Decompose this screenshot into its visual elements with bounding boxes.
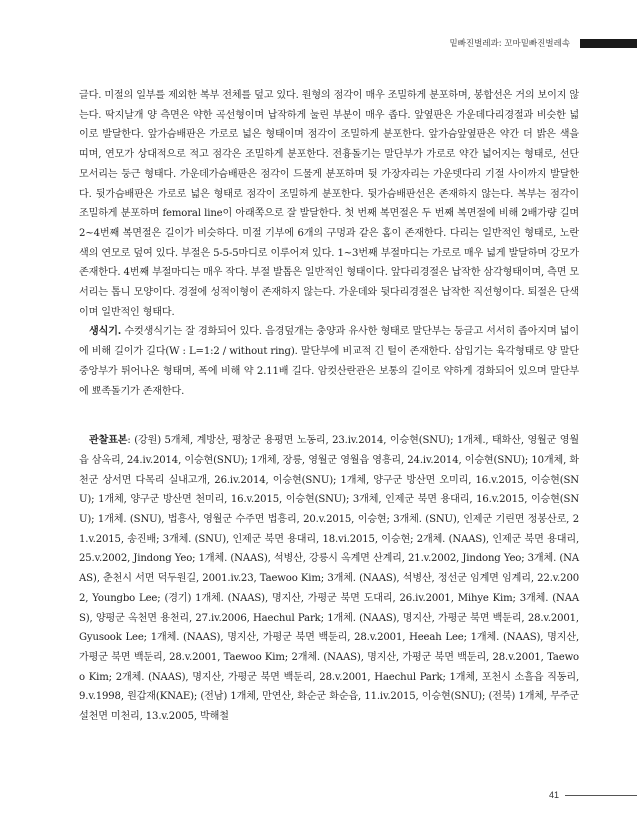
specimens-heading: 관찰표본 — [89, 435, 128, 447]
footer-rule — [565, 795, 637, 796]
genitalia-heading: 생식기. — [89, 326, 122, 338]
body-text — [79, 86, 579, 727]
paragraph-gap — [79, 401, 579, 431]
page-footer — [549, 789, 637, 801]
specimens-paragraph — [79, 431, 579, 727]
description-paragraph: 글다. 미절의 일부를 제외한 복부 전체를 덮고 있다. 원형의 점각이 매우 조밀하게 분포하며, 봉합선은 거의 보이지 않는다. 딱지날개 양 측면은 약한 곡선형이며 납작하게 눌린 부분이 매우 좁다. 앞옆판은 가운데다리경절과 비슷한 넓이로 발달한다. 앞가슴배판은 가로로 넓은 형태이며 점각이 조밀하게 분포한다. 앞가슴앞옆판은 약간 더 밝은 색을 띠며, 연모가 상대적으로 적고 점각은 조밀하게 분포한다. 전흉돌기는 말단부가 가로로 약간 넓어지는 형태로, 선단 모서리는 둥근 형태다. 가운데가슴배판은 점각이 드물게 분포하며 뒷 가장자리는 가운뎃다리 기절 사이까지 발달한다. 뒷가슴배판은 가로로 넓은 형태로 점각이 조밀하게 분포한다. 뒷가슴배판선은 존재하지 않는다. 복부는 점각이 조밀하게 분포하며 femoral line이 아래쪽으로 잘 발달한다. 첫 번째 복면절은 두 번째 복면절에 비해 2배가량 길며 2~4번째 복면절은 길이가 비슷하다. 미절 기부에 6개의 구멍과 같은 홈이 존재한다. 다리는 일반적인 형태로, 노란색의 연모로 덮여 있다. 부절은 5-5-5마디로 이루어져 있다. 1~3번째 부절마디는 가로로 매우 넓게 발달하며 강모가 존재한다. 4번째 부절마디는 매우 작다. 부절 발톱은 일반적인 형태이다. 앞다리경절은 납작한 삼각형태이며, 측면 모서리는 톱니 모양이다. 경절에 성적이형이 존재하지 않는다. 가운데와 뒷다리경절은 납작한 직선형이다. 퇴절은 단색이며 일반적인 형태다. — [79, 90, 579, 318]
header-bar — [580, 39, 637, 48]
running-header — [449, 36, 637, 50]
page-number: 41 — [549, 790, 560, 800]
genitalia-text: 수컷생식기는 잘 경화되어 있다. 음경덮개는 충양과 유사한 형태로 말단부는 둥글고 서서히 좁아지며 넓이에 비해 길이가 길다(W : L=1:2 / without ring). 말단부에 비교적 긴 털이 존재한다. 삽입기는 육각형태로 양 말단 중앙부가 튀어나온 형태며, 폭에 비해 약 2.11배 길다. 암컷산란관은 보통의 길이로 약하게 경화되어 있으며 말단부에 뾰족돌기가 존재한다. — [79, 326, 579, 397]
running-title: 밑빠진벌레과: 꼬마밑빠진벌레속 — [449, 39, 570, 49]
specimens-text: : (강원) 5개체, 계방산, 평창군 용평면 노동리, 23.iv.2014, 이승현(SNU); 1개체., 태화산, 영월군 영월읍 삼옥리, 24.iv.2014, 이승현(SNU); 1개체, 장릉, 영월군 영월읍 영흥리, 24.iv.2014, 이승현(SNU); 10개체, 화천군 상서면 다목리 실내고개, 26.iv.2014, 이승현(SNU); 1개체, 양구군 방산면 오미리, 16.v.2015, 이승현(SNU); 1개체, 양구군 방산면 천미리, 16.v.2015, 이승현(SNU); 3개체, 인제군 북면 용대리, 16.v.2015, 이승현(SNU); 1개체. (SNU), 법흥사, 영월군 수주면 법흥리, 20.v.2015, 이승현; 3개체. (SNU), 인제군 기린면 정봉산로, 21.v.2015, 송진배; 3개체. (SNU), 인제군 북면 용대리, 18.vi.2015, 이승현; 2개체. (NAAS), 인제군 북면 용대리, 25.v.2002, Jindong Yeo; 1개체. (NAAS), 석병산, 강릉시 옥계면 산계리, 21.v.2002, Jindong Yeo; 3개체. (NAAS), 춘천시 서면 덕두원길, 2001.iv.23, Taewoo Kim; 3개체. (NAAS), 석병산, 정선군 임계면 임계리, 22.v.2002, Youngbo Lee; (경기) 1개체. (NAAS), 명지산, 가평군 북면 도대리, 26.iv.2001, Mihye Kim; 3개체. (NAAS), 양평군 옥천면 용천리, 27.iv.2006, Haechul Park; 1개체. (NAAS), 명지산, 가평군 북면 백둔리, 28.v.2001, Gyusook Lee; 1개체. (NAAS), 명지산, 가평군 북면 백둔리, 28.v.2001, Heeah Lee; 1개체. (NAAS), 명지산, 가평군 북면 백둔리, 28.v.2001, Taewoo Kim; 2개체. (NAAS), 명지산, 가평군 북면 백둔리, 28.v.2001, Taewoo Kim; 2개체. (NAAS), 명지산, 가평군 북면 백둔리, 28.v.2001, Haechul Park; 1개체, 포천시 소흘읍 직동리, 9.v.1998, 원갑재(KNAE); (전남) 1개체, 만연산, 화순군 화순읍, 11.iv.2015, 이승현(SNU); (전북) 1개체, 무주군 설천면 미천리, 13.v.2005, 박해철 — [79, 435, 579, 723]
genitalia-paragraph — [79, 322, 579, 401]
